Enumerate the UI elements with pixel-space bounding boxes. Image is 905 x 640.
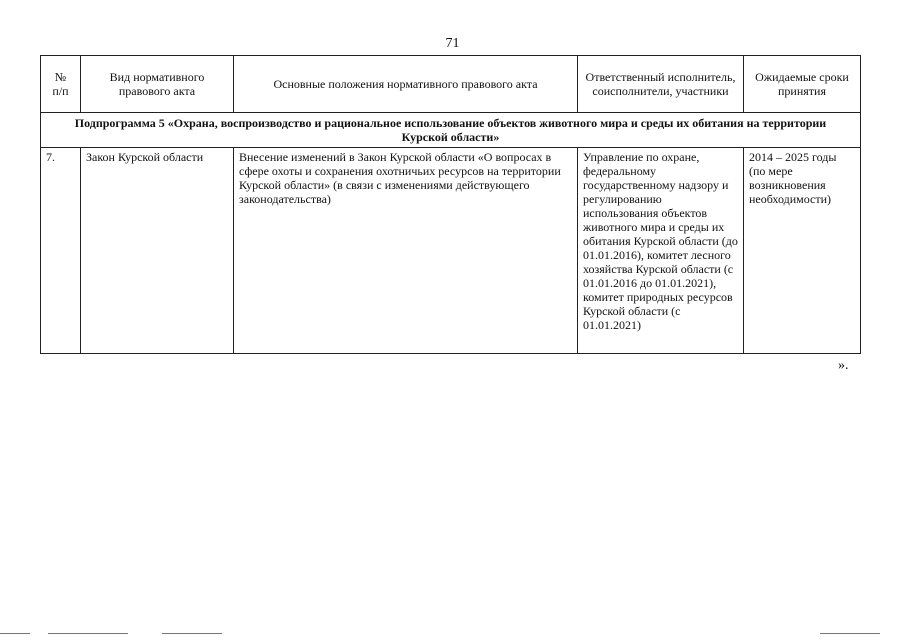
header-responsible: Ответственный исполнитель, соисполнители, участники bbox=[578, 56, 744, 113]
header-provisions: Основные положения нормативного правового акта bbox=[234, 56, 578, 113]
table-row bbox=[41, 148, 861, 354]
legal-acts-table bbox=[40, 55, 861, 354]
subprogram-row bbox=[41, 113, 861, 148]
cell-provisions: Внесение изменений в Закон Курской области «О вопросах в сфере охоты и сохранения охотничьих ресурсов на территории Курской области» (в связи с изменениями действующего законодательства) bbox=[234, 148, 578, 354]
cell-deadline: 2014 – 2025 годы (по мере возникновения необходимости) bbox=[744, 148, 861, 354]
closing-quote-mark: ». bbox=[838, 358, 849, 373]
cell-act-type: Закон Курской области bbox=[81, 148, 234, 354]
header-deadline: Ожидаемые сроки принятия bbox=[744, 56, 861, 113]
subprogram-title: Подпрограмма 5 «Охрана, воспроизводство и рациональное использование объектов животного мира и среды их обитания на территории Курской области» bbox=[41, 113, 861, 148]
scan-edge-line bbox=[0, 633, 30, 634]
page-number: 71 bbox=[445, 36, 460, 51]
scan-edge-line bbox=[48, 633, 128, 634]
cell-num: 7. bbox=[41, 148, 81, 354]
cell-responsible: Управление по охране, федеральному государственному надзору и регулированию использования объектов животного мира и среды их обитания Курской области (до 01.01.2016), комитет лесного хозяйства Курской области (с 01.01.2016 до 01.01.2021), комитет природных ресурсов Курской области (с 01.01.2021) bbox=[578, 148, 744, 354]
header-act-type: Вид нормативного правового акта bbox=[81, 56, 234, 113]
scan-edge-line bbox=[820, 633, 880, 634]
table-header-row bbox=[41, 56, 861, 113]
header-num: № п/п bbox=[41, 56, 81, 113]
scan-edge-line bbox=[162, 633, 222, 634]
